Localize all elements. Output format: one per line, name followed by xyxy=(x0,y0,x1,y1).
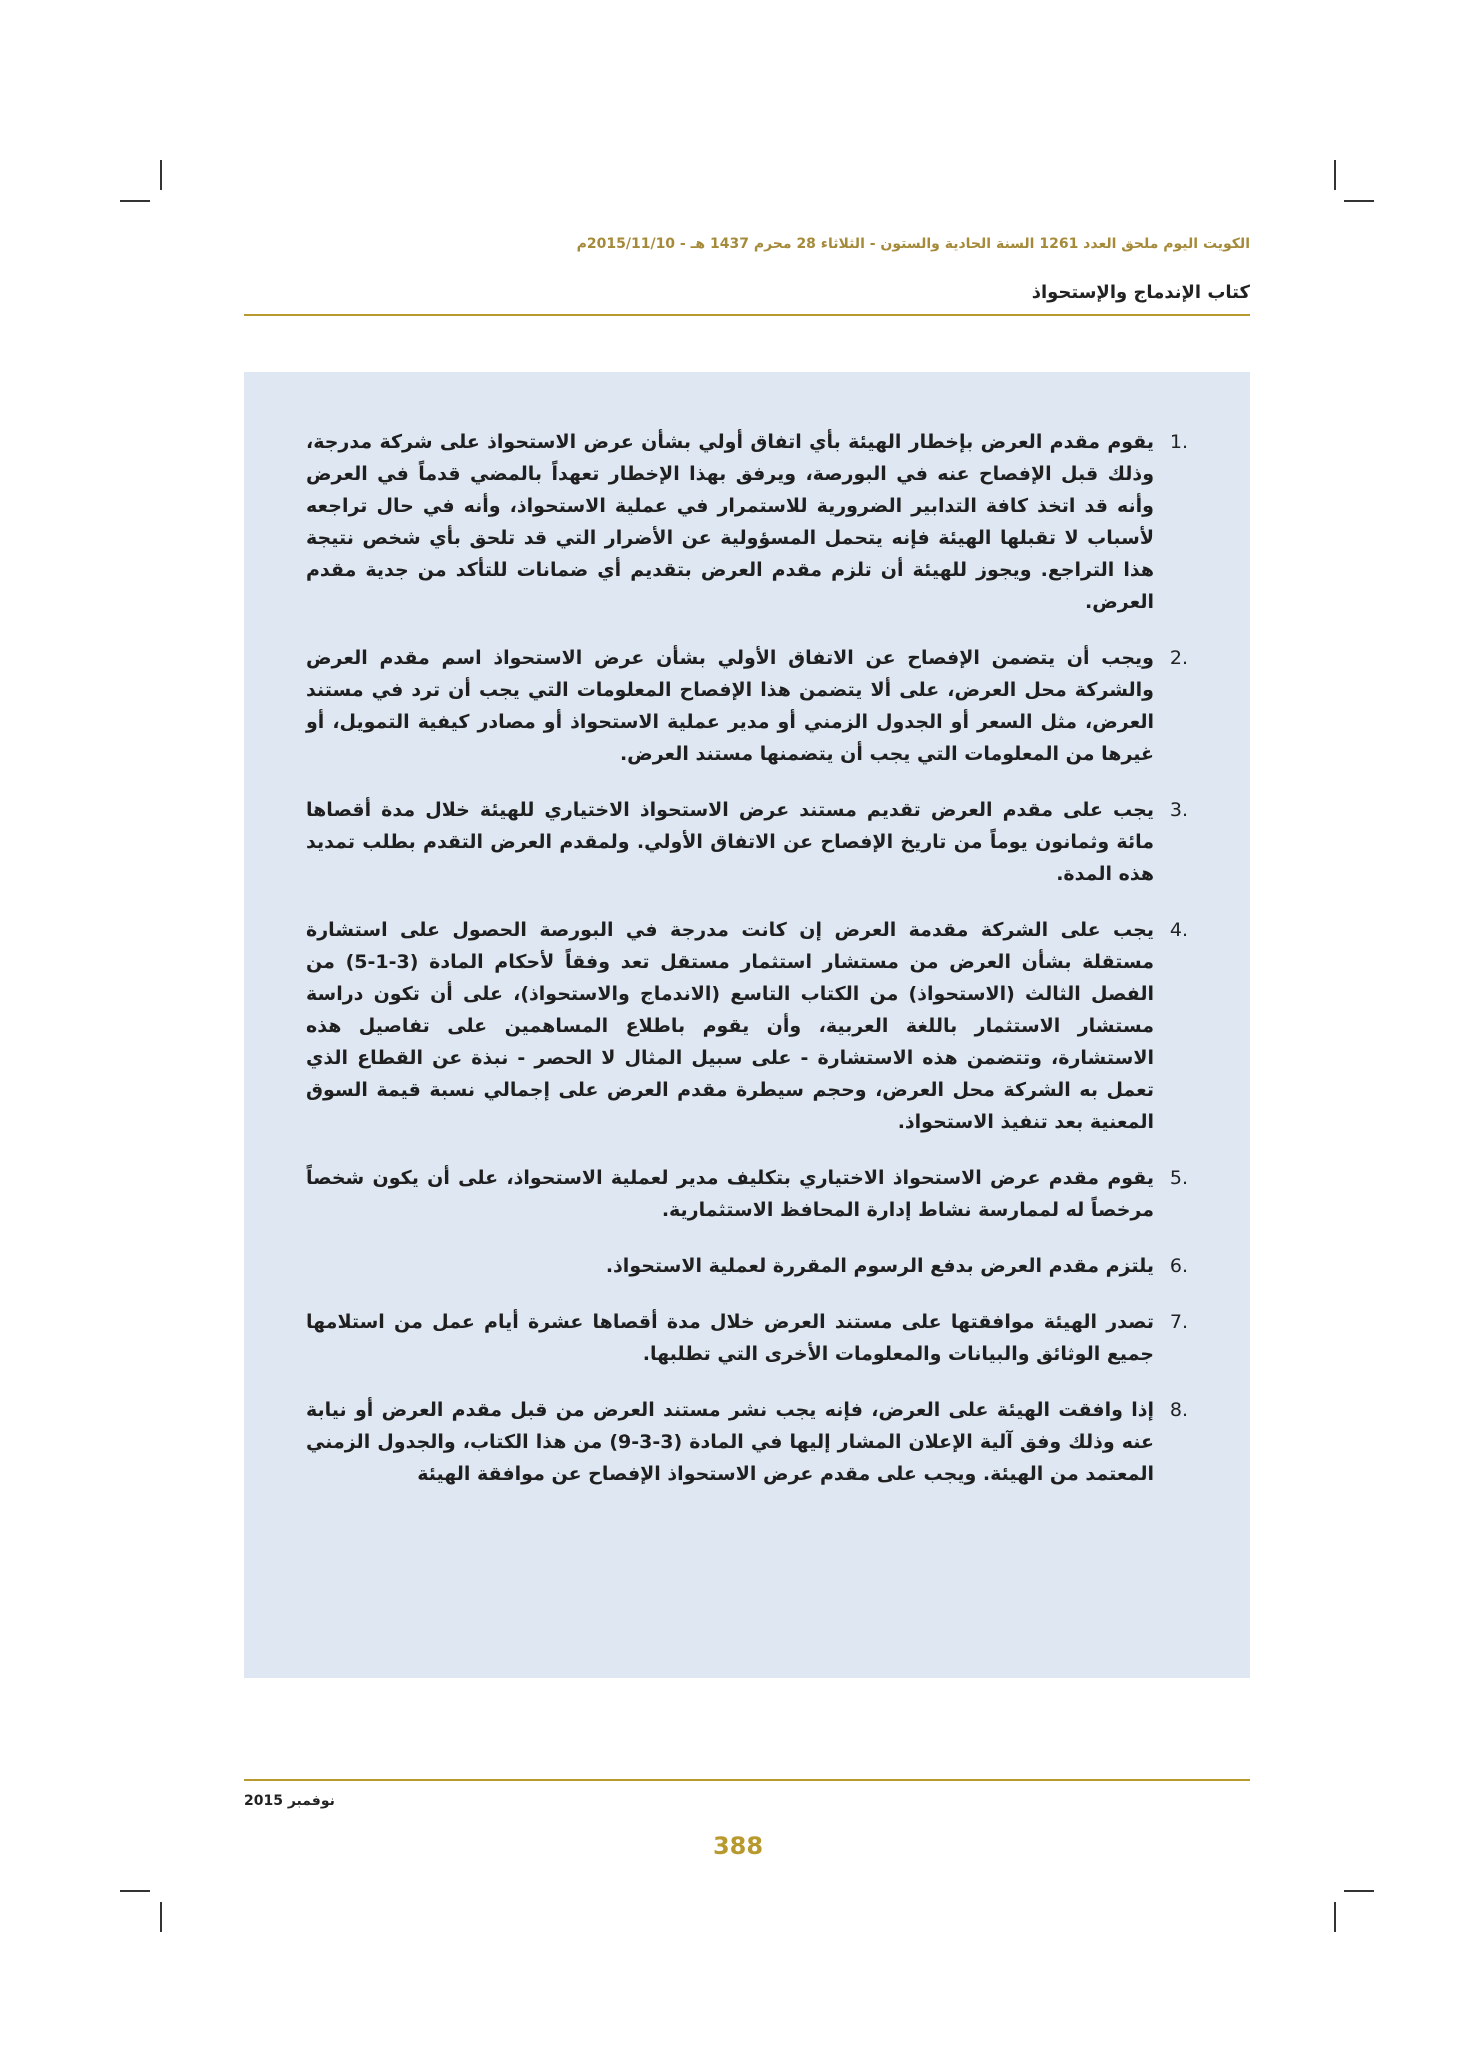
item-text: إذا وافقت الهيئة على العرض، فإنه يجب نشر مستند العرض من قبل مقدم العرض أو نيابة عنه وذلك وفق آلية الإعلان المشار إليها في المادة (3-3-9) من هذا الكتاب، والجدول الزمني المعتمد من الهيئة. ويجب على مقدم عرض الاستحواذ الإفصاح عن موافقة الهيئة xyxy=(306,1399,1155,1485)
footer-rule xyxy=(244,1779,1250,1781)
page-number: 388 xyxy=(712,1832,764,1860)
crop-mark xyxy=(120,200,150,202)
item-text: ويجب أن يتضمن الإفصاح عن الاتفاق الأولي بشأن عرض الاستحواذ اسم مقدم العرض والشركة محل العرض، على ألا يتضمن هذا الإفصاح المعلومات التي يجب أن ترد في مستند العرض، مثل السعر أو الجدول الزمني أو مدير عملية الاستحواذ أو مصادر كيفية التمويل، أو غيرها من المعلومات التي يجب أن يتضمنها مستند العرض. xyxy=(306,647,1154,765)
crop-mark xyxy=(1344,1890,1374,1892)
crop-mark xyxy=(160,160,162,190)
crop-mark xyxy=(1334,160,1336,190)
item-number: .4 xyxy=(1169,919,1188,941)
item-text: يجب على الشركة مقدمة العرض إن كانت مدرجة في البورصة الحصول على استشارة مستقلة بشأن العرض من مستشار استثمار مستقل تعد وفقاً لأحكام المادة (3-1-5) من الفصل الثالث (الاستحواذ) من الكتاب التاسع (الاندماج والاستحواذ)، على أن تكون دراسة مستشار الاستثمار باللغة العربية، وأن يقوم باطلاع المساهمين على تفاصيل هذه الاستشارة، وتتضمن هذه الاستشارة - على سبيل المثال لا الحصر - نبذة عن القطاع الذي تعمل به الشركة محل العرض، وحجم سيطرة مقدم العرض على إجمالي نسبة قيمة السوق المعنية بعد تنفيذ الاستحواذ. xyxy=(306,919,1154,1133)
header-rule xyxy=(244,314,1250,316)
crop-mark xyxy=(1344,200,1374,202)
gazette-header: الكويت اليوم ملحق العدد 1261 السنة الحادية والستون - الثلاثاء 28 محرم 1437 هـ - 2015/11/10م xyxy=(576,236,1250,252)
item-text: يلتزم مقدم العرض بدفع الرسوم المقررة لعملية الاستحواذ. xyxy=(605,1255,1154,1277)
list-item xyxy=(306,426,1188,618)
list-item xyxy=(306,1162,1188,1226)
list-item xyxy=(306,794,1188,890)
numbered-list xyxy=(306,426,1188,1490)
list-item xyxy=(306,1306,1188,1370)
item-number: .1 xyxy=(1169,431,1188,453)
list-item xyxy=(306,1250,1188,1282)
item-text: يقوم مقدم عرض الاستحواذ الاختياري بتكليف مدير لعملية الاستحواذ، على أن يكون شخصاً مرخصاً له لممارسة نشاط إدارة المحافظ الاستثمارية. xyxy=(306,1167,1154,1221)
item-text: يقوم مقدم العرض بإخطار الهيئة بأي اتفاق أولي بشأن عرض الاستحواذ على شركة مدرجة، وذلك قبل الإفصاح عنه في البورصة، ويرفق بهذا الإخطار تعهداً بالمضي قدماً في العرض وأنه قد اتخذ كافة التدابير الضرورية للاستمرار في عملية الاستحواذ، وأنه في حال تراجعه لأسباب لا تقبلها الهيئة فإنه يتحمل المسؤولية عن الأضرار التي قد تلحق بأي شخص نتيجة هذا التراجع. ويجوز للهيئة أن تلزم مقدم العرض بتقديم أي ضمانات للتأكد من جدية مقدم العرض. xyxy=(306,431,1154,613)
item-number: .5 xyxy=(1169,1167,1188,1189)
crop-mark xyxy=(1334,1902,1336,1932)
crop-mark xyxy=(120,1890,150,1892)
item-text: يجب على مقدم العرض تقديم مستند عرض الاستحواذ الاختياري للهيئة خلال مدة أقصاها مائة وثمانون يوماً من تاريخ الإفصاح عن الاتفاق الأولي. ولمقدم العرض التقدم بطلب تمديد هذه المدة. xyxy=(306,799,1154,885)
footer-date: نوفمبر 2015 xyxy=(244,1793,335,1809)
item-number: .2 xyxy=(1169,647,1188,669)
item-number: .6 xyxy=(1169,1255,1188,1277)
item-number: .8 xyxy=(1169,1399,1188,1421)
book-title: كتاب الإندماج والإستحواذ xyxy=(1031,282,1250,303)
list-item xyxy=(306,642,1188,770)
item-number: .7 xyxy=(1169,1311,1188,1333)
item-text: تصدر الهيئة موافقتها على مستند العرض خلال مدة أقصاها عشرة أيام عمل من استلامها جميع الوثائق والبيانات والمعلومات الأخرى التي تطلبها. xyxy=(306,1311,1154,1365)
content-panel xyxy=(244,372,1250,1678)
list-item xyxy=(306,1394,1188,1490)
crop-mark xyxy=(160,1902,162,1932)
item-number: .3 xyxy=(1169,799,1188,821)
list-item xyxy=(306,914,1188,1138)
